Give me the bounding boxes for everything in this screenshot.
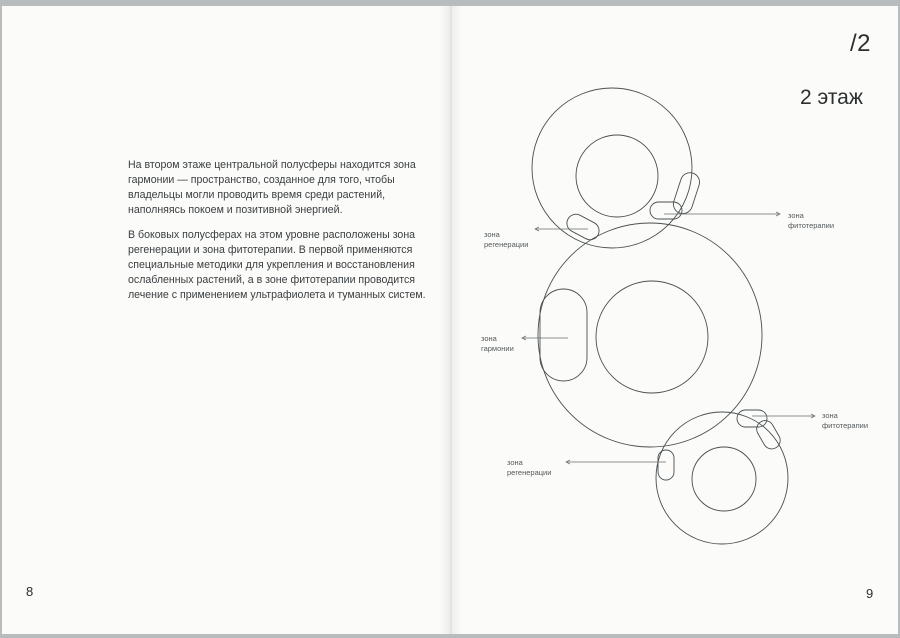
bottom-dome-outer: [656, 412, 788, 544]
label-regen-top-line2: регенерации: [484, 240, 529, 249]
label-phyto-top-line1: зона: [788, 211, 804, 220]
top-phyto-pod: [671, 170, 702, 216]
bottom-side-pod: [737, 410, 767, 427]
paragraph-harmony-zone: На втором этаже центральной полусферы находится зона гармонии — пространство, созданное для того, чтобы владельцы могли проводить время среди растений, наполняясь покоем и позитивной энергией.: [128, 159, 416, 216]
bottom-dome-inner: [692, 447, 756, 511]
label-phyto-bottom-line2: фитотерапии: [822, 421, 869, 430]
section-number: /2: [850, 30, 872, 57]
top-regen-pod: [564, 211, 602, 243]
label-harmony-line2: гармонии: [481, 344, 514, 353]
label-harmony-line1: зона: [481, 334, 497, 343]
top-side-pod: [650, 202, 682, 219]
label-phyto-bottom-line1: зона: [822, 411, 838, 420]
harmony-pod: [540, 289, 587, 381]
label-regen-top-line1: зона: [484, 230, 500, 239]
floor-title: 2 этаж: [800, 86, 863, 109]
label-phyto-top-line2: фитотерапии: [788, 221, 835, 230]
top-dome-inner: [576, 135, 658, 217]
central-dome-inner: [596, 281, 708, 393]
paragraph-side-zones: В боковых полусферах на этом уровне расположены зона регенерации и зона фитотерапии. В первой применяются специальные методики для укрепления и восстановления ослабленных растений, а в зоне фитотерапии проводится лечение с применением ультрафиолета и туманных систем.: [128, 229, 426, 301]
page-number-left: 8: [26, 584, 34, 599]
label-regen-bottom-line2: регенерации: [507, 468, 552, 477]
central-dome-outer: [538, 223, 762, 447]
label-regen-bottom-line1: зона: [507, 458, 523, 467]
page-number-right: 9: [866, 586, 874, 601]
